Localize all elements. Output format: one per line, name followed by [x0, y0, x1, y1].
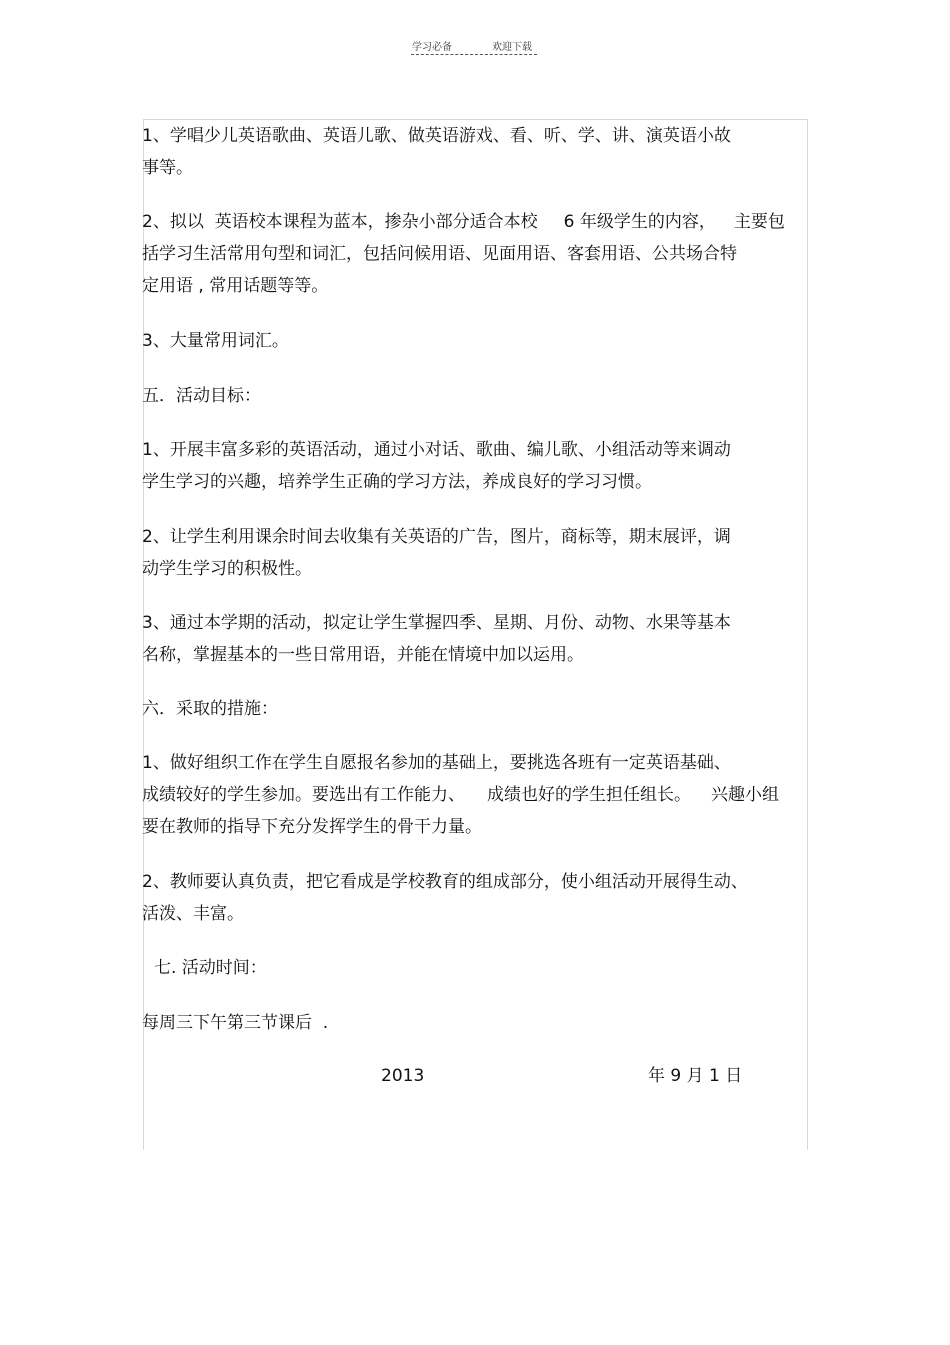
header-left-text: 学习必备 — [412, 42, 452, 53]
page-header — [412, 38, 532, 53]
activity-time-text: 每周三下午第三节课后 . — [142, 1013, 329, 1033]
date-year: 2013 — [381, 1066, 425, 1086]
measure-1-line-2-part-c: 兴趣小组 — [711, 785, 779, 805]
section-6-heading: 六．采取的措施： — [142, 699, 278, 719]
measure-1-line-1: 1、做好组织工作在学生自愿报名参加的基础上，要挑选各班有一定英语基础、 — [142, 753, 731, 773]
measure-1-line-2 — [142, 785, 779, 805]
goal-3-line-1: 3、通过本学期的活动，拟定让学生掌握四季、星期、月份、动物、水果等基本 — [142, 613, 731, 633]
paragraph-2-line-1-part-b: 6 年级学生的内容， — [563, 212, 716, 232]
measure-1-line-2-part-a: 成绩较好的学生参加。要选出有工作能力、 — [142, 785, 465, 805]
measure-2-line-1: 2、教师要认真负责，把它看成是学校教育的组成部分，使小组活动开展得生动、 — [142, 872, 748, 892]
paragraph-2-line-3: 定用语 , 常用话题等等。 — [142, 276, 329, 296]
paragraph-2-line-1 — [142, 212, 785, 232]
section-5-heading: 五．活动目标： — [142, 386, 261, 406]
paragraph-2-line-1-part-c: 主要包 — [733, 212, 785, 232]
header-dashed-rule — [411, 54, 537, 55]
measure-1-line-3: 要在教师的指导下充分发挥学生的骨干力量。 — [142, 817, 482, 837]
goal-3-line-2: 名称，掌握基本的一些日常用语，并能在情境中加以运用。 — [142, 645, 584, 665]
measure-1-line-2-part-b: 成绩也好的学生担任组长。 — [487, 785, 691, 805]
goal-1-line-2: 学生学习的兴趣，培养学生正确的学习方法，养成良好的学习习惯。 — [142, 472, 652, 492]
paragraph-3-line-1: 3、大量常用词汇。 — [142, 331, 289, 351]
date-month-day: 年 9 月 1 日 — [648, 1066, 743, 1086]
content-frame — [143, 119, 808, 1150]
paragraph-2-line-2: 括学习生活常用句型和词汇，包括问候用语、见面用语、客套用语、公共场合特 — [142, 244, 737, 264]
goal-2-line-1: 2、让学生利用课余时间去收集有关英语的广告，图片，商标等，期末展评，调 — [142, 527, 731, 547]
measure-2-line-2: 活泼、丰富。 — [142, 904, 244, 924]
goal-2-line-2: 动学生学习的积极性。 — [142, 559, 312, 579]
paragraph-1-line-2: 事等。 — [142, 158, 193, 178]
header-right-text: 欢迎下载 — [492, 42, 532, 53]
paragraph-2-line-1-part-a: 2、拟以 英语校本课程为蓝本，掺杂小部分适合本校 — [142, 212, 538, 232]
paragraph-1-line-1: 1、学唱少儿英语歌曲、英语儿歌、做英语游戏、看、听、学、讲、演英语小故 — [142, 126, 731, 146]
goal-1-line-1: 1、开展丰富多彩的英语活动，通过小对话、歌曲、编儿歌、小组活动等来调动 — [142, 440, 731, 460]
section-7-heading: 七. 活动时间： — [154, 958, 267, 978]
